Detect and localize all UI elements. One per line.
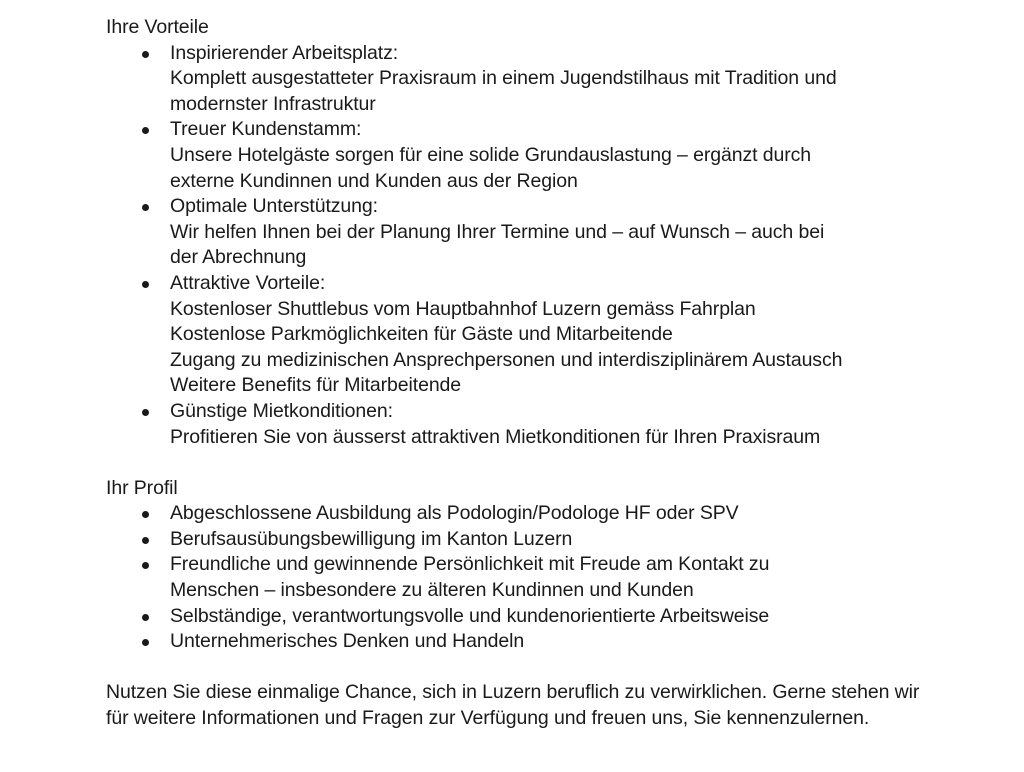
vorteile-item [106,117,986,194]
section-heading-profil: Ihr Profil [106,476,178,499]
vorteile-item-line: Zugang zu medizinischen Ansprechpersonen und interdisziplinärem Austausch [170,348,843,371]
vorteile-item-line: Unsere Hotelgäste sorgen für eine solide Grundauslastung – ergänzt durch [170,143,812,166]
vorteile-item-line: Weitere Benefits für Mitarbeitende [170,374,462,397]
profil-item-line: Selbständige, verantwortungsvolle und kundenorientierte Arbeitsweise [170,604,770,627]
vorteile-list [106,41,986,451]
vorteile-item-title: Attraktive Vorteile: [170,271,326,294]
vorteile-item-line: Profitieren Sie von äusserst attraktiven Mietkonditionen für Ihren Praxisraum [170,425,821,448]
profil-item [106,604,986,630]
profil-item-line: Freundliche und gewinnende Persönlichkeit mit Freude am Kontakt zu [170,553,770,576]
vorteile-item-title: Treuer Kundenstamm: [170,118,362,141]
section-vorteile [106,15,986,450]
section-heading-vorteile: Ihre Vorteile [106,16,209,38]
vorteile-item-line: externe Kundinnen und Kunden aus der Region [170,169,578,192]
vorteile-item-title: Optimale Unterstützung: [170,195,378,218]
document [106,15,986,732]
profil-list [106,501,986,655]
profil-item [106,501,986,527]
vorteile-item [106,399,986,450]
profil-item-line: Berufsausübungsbewilligung im Kanton Luzern [170,527,573,550]
vorteile-item-line: Komplett ausgestatteter Praxisraum in einem Jugendstilhaus mit Tradition und [170,67,837,90]
profil-item-line: Menschen – insbesondere zu älteren Kundinnen und Kunden [170,579,694,602]
vorteile-item-line: der Abrechnung [170,246,307,269]
section-spacer [106,450,986,476]
closing-paragraph: Nutzen Sie diese einmalige Chance, sich in Luzern beruflich zu verwirklichen. Gerne stehen wir für weitere Informationen und Fragen zur Verfügung und freuen uns, Sie kennenzulernen. [106,681,920,730]
vorteile-item-line: modernster Infrastruktur [170,92,376,115]
profil-item [106,527,986,553]
vorteile-item-line: Wir helfen Ihnen bei der Planung Ihrer Termine und – auf Wunsch – auch bei [170,220,825,243]
vorteile-item-title: Günstige Mietkonditionen: [170,399,393,422]
profil-item [106,629,986,655]
profil-item-line: Abgeschlossene Ausbildung als Podologin/Podologe HF oder SPV [170,502,739,525]
vorteile-item [106,271,986,399]
profil-item [106,552,986,603]
vorteile-item-title: Inspirierender Arbeitsplatz: [170,41,399,64]
section-profil [106,476,986,655]
vorteile-item [106,41,986,118]
vorteile-item-line: Kostenlose Parkmöglichkeiten für Gäste und Mitarbeitende [170,323,673,346]
section-spacer [106,655,986,681]
vorteile-item-line: Kostenloser Shuttlebus vom Hauptbahnhof Luzern gemäss Fahrplan [170,297,756,320]
vorteile-item [106,194,986,271]
profil-item-line: Unternehmerisches Denken und Handeln [170,630,525,653]
